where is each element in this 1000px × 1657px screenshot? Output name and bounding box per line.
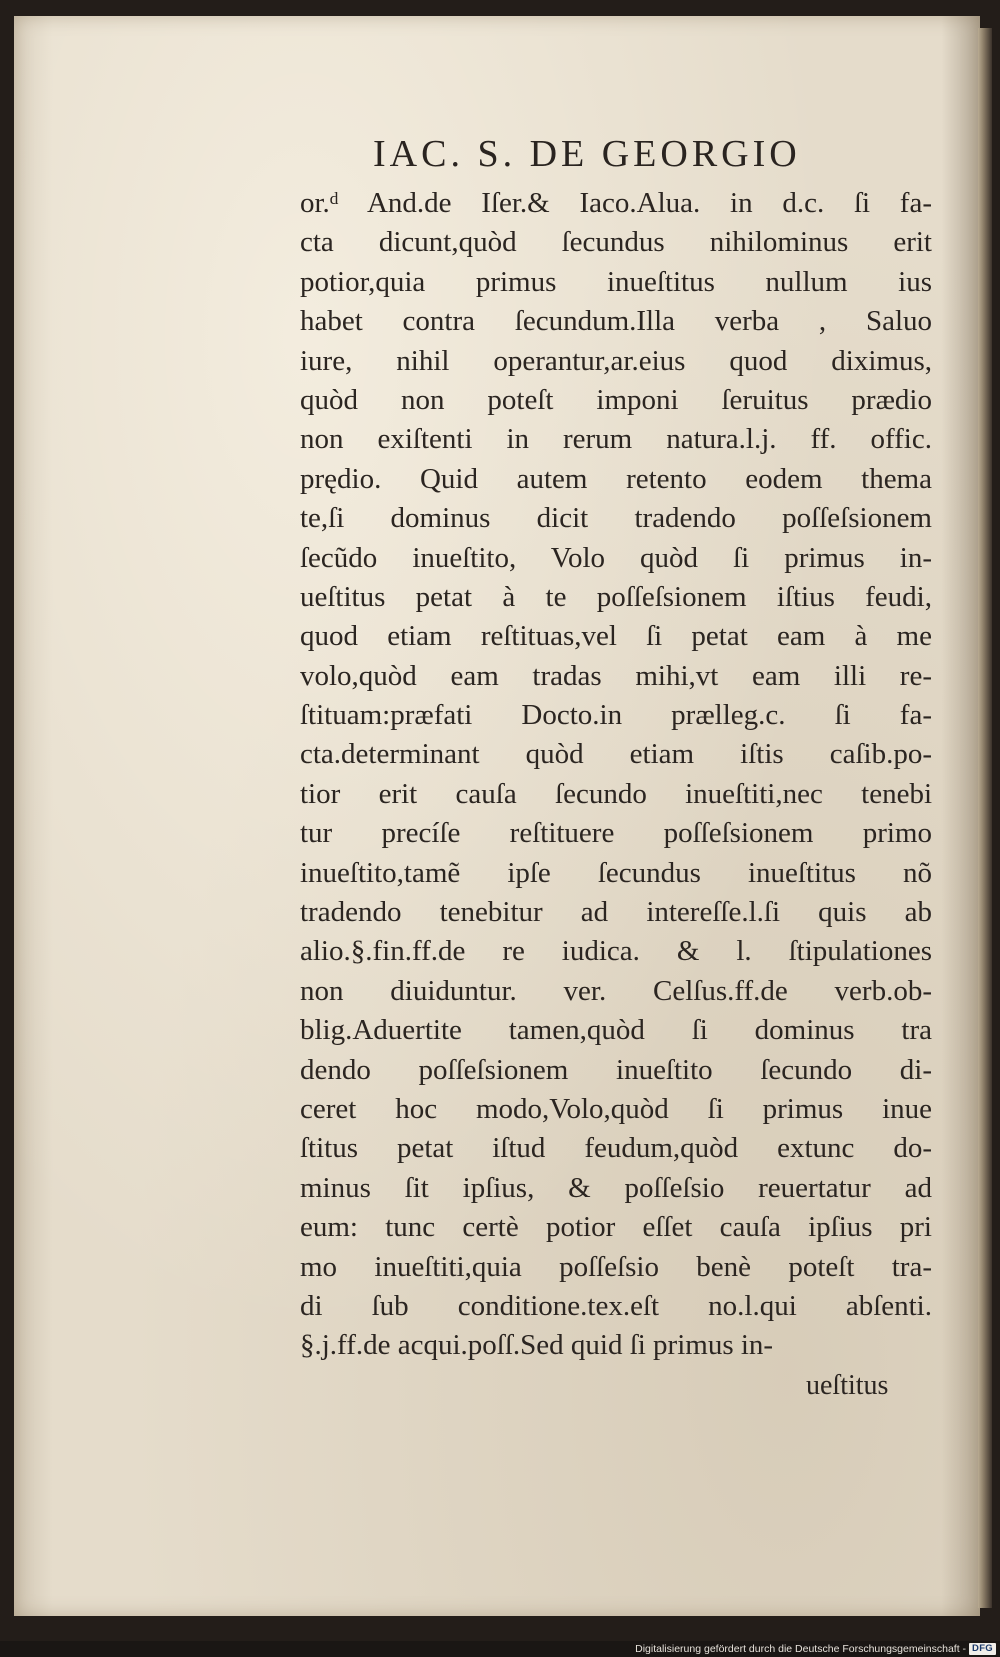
text-line: potior,quia primus inueſtitus nullum ius xyxy=(300,265,932,298)
text-line: ceret hoc modo,Volo,quòd ſi primus inue xyxy=(300,1092,932,1125)
text-line: eum: tunc certè potior eſſet cauſa ipſius pri xyxy=(300,1211,932,1244)
body-text xyxy=(300,184,932,1366)
text-line: di ſub conditione.tex.eſt no.l.qui abſenti. xyxy=(300,1289,932,1322)
text-line: blig.Aduertite tamen,quòd ſi dominus tra xyxy=(300,1014,932,1047)
running-head: IAC. S. DE GEORGIO xyxy=(373,133,801,175)
text-line: tior erit cauſa ſecundo inueſtiti,nec tenebi xyxy=(300,777,932,810)
text-line: ſecũdo inueſtito, Volo quòd ſi primus in- xyxy=(300,541,932,574)
text-line: alio.§.fin.ff.de re iudica. & l. ſtipulationes xyxy=(300,935,932,968)
digitization-credit xyxy=(635,1641,996,1657)
text-line: ſtitus petat iſtud feudum,quòd extunc do- xyxy=(300,1132,932,1165)
text-line: volo,quòd eam tradas mihi,vt eam illi re- xyxy=(300,659,932,692)
credit-text: Digitalisierung gefördert durch die Deutsche Forschungsgemeinschaft - xyxy=(635,1643,967,1655)
text-line: tur precíſe reſtituere poſſeſsionem primo xyxy=(300,817,932,850)
text-line: ueſtitus petat à te poſſeſsionem iſtius feudi, xyxy=(300,580,932,613)
page-edge xyxy=(978,28,992,1608)
text-line: mo inueſtiti,quia poſſeſsio benè poteſt tra- xyxy=(300,1250,932,1283)
catchword: ueſtitus xyxy=(806,1370,889,1401)
text-line: §.j.ff.de acqui.poſſ.Sed quid ſi primus in- xyxy=(300,1329,774,1362)
text-line: or.ᵈ And.de Iſer.& Iaco.Alua. in d.c. ſi fa- xyxy=(300,187,932,219)
text-line: tradendo tenebitur ad intereſſe.l.ſi quis ab xyxy=(300,896,932,929)
text-line: non diuiduntur. ver. Celſus.ff.de verb.ob- xyxy=(300,974,932,1007)
text-line: cta dicunt,quòd ſecundus nihilominus erit xyxy=(300,226,932,259)
text-line: prędio. Quid autem retento eodem thema xyxy=(300,462,932,495)
text-line: cta.determinant quòd etiam iſtis caſib.po- xyxy=(300,738,932,771)
text-line: non exiſtenti in rerum natura.l.j. ff. offic. xyxy=(300,423,932,456)
dfg-logo-icon: DFG xyxy=(969,1643,996,1655)
text-line: te,ſi dominus dicit tradendo poſſeſsionem xyxy=(300,502,932,535)
text-line: dendo poſſeſsionem inueſtito ſecundo di- xyxy=(300,1053,932,1086)
text-line: ſtituam:præfati Docto.in prælleg.c. ſi fa- xyxy=(300,699,932,732)
text-line: iure, nihil operantur,ar.eius quod diximus, xyxy=(300,344,932,377)
text-line: habet contra ſecundum.Illa verba , Saluo xyxy=(300,305,932,338)
text-line: inueſtito,tamẽ ipſe ſecundus inueſtitus nõ xyxy=(300,856,932,889)
text-line: minus ſit ipſius, & poſſeſsio reuertatur ad xyxy=(300,1171,932,1204)
text-line: quòd non poteſt imponi ſeruitus prædio xyxy=(300,383,932,416)
text-line: quod etiam reſtituas,vel ſi petat eam à me xyxy=(300,620,932,653)
